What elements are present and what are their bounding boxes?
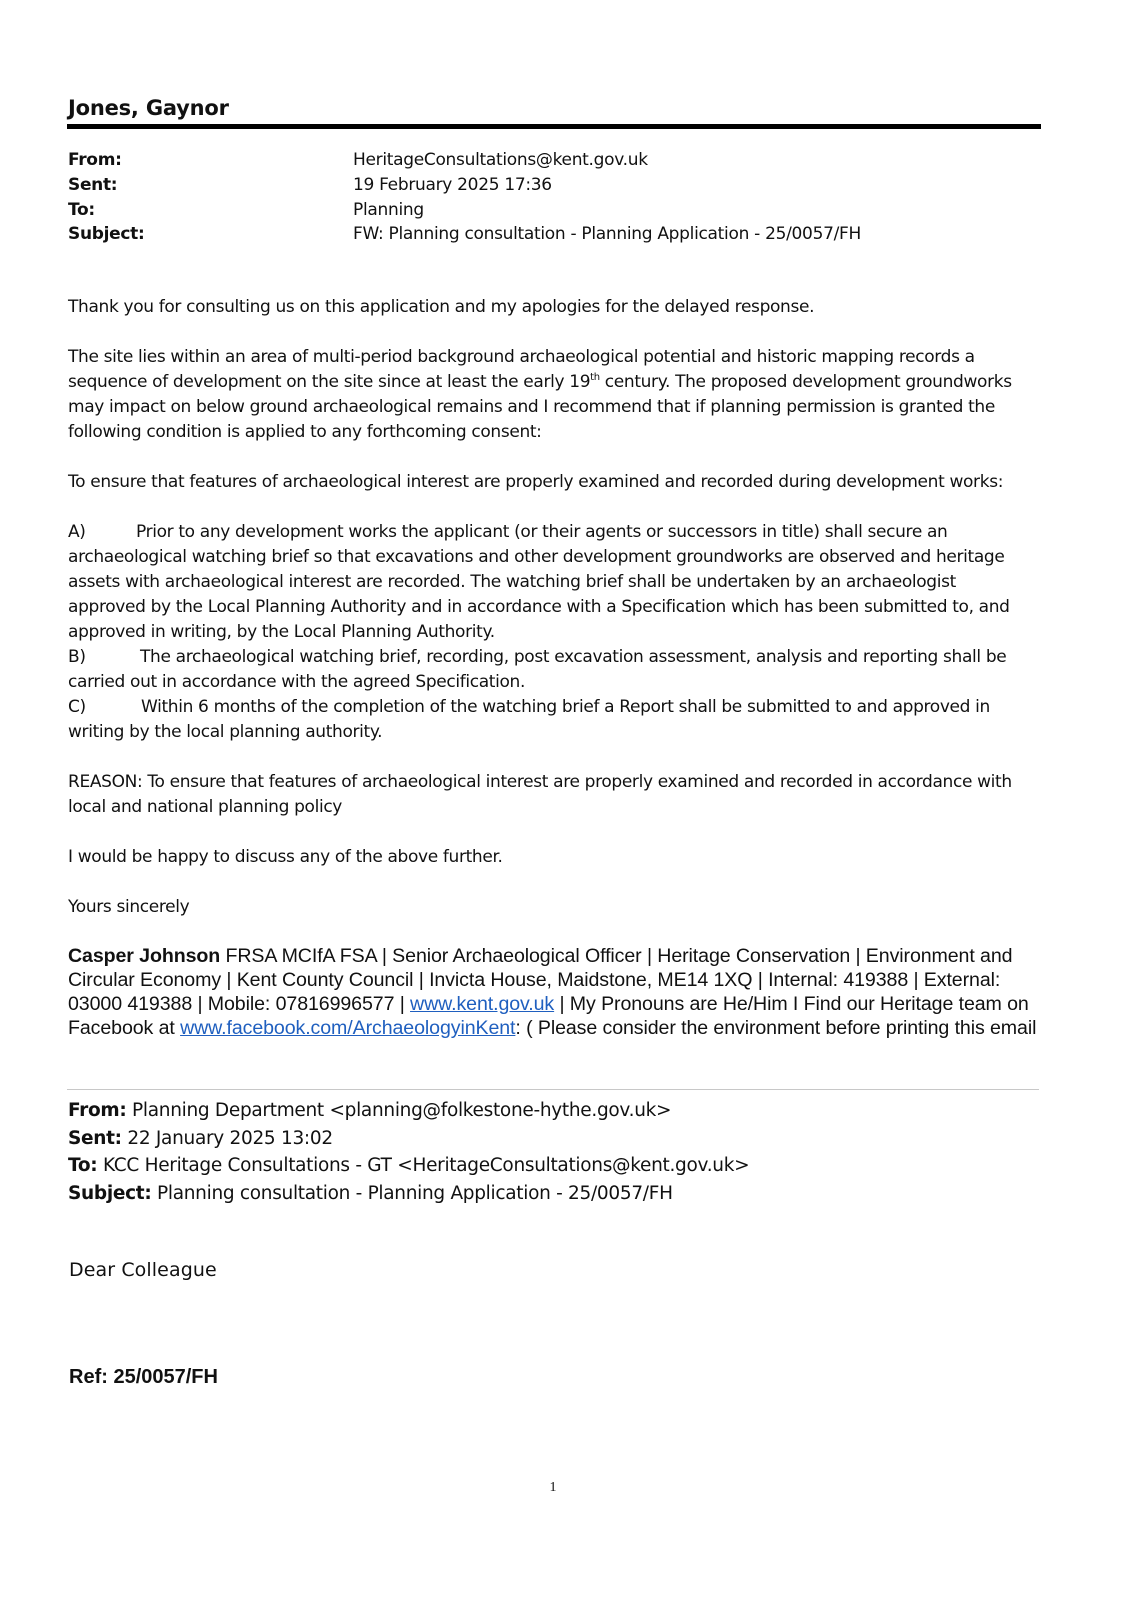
signature-details-3: : ( Please consider the environment before printing this email <box>515 1017 1037 1039</box>
original-message-divider <box>67 1089 1039 1090</box>
condition-b-letter: B) <box>68 647 86 667</box>
condition-b-text: The archaeological watching brief, recording, post excavation assessment, analysis and reporting shall be carried out in accordance with the agreed Specification. <box>68 647 1007 692</box>
original-greeting: Dear Colleague <box>69 1259 217 1281</box>
condition-a-letter: A) <box>68 522 86 542</box>
body-discuss: I would be happy to discuss any of the above further. <box>68 847 503 867</box>
body-intro: Thank you for consulting us on this application and my apologies for the delayed response. <box>68 297 815 317</box>
mailbox-owner-name: Jones, Gaynor <box>68 96 229 120</box>
body-reason: REASON: To ensure that features of archaeological interest are properly examined and recorded in accordance with local and national planning policy <box>68 772 1012 817</box>
body-closing: Yours sincerely <box>68 897 190 917</box>
original-to-value: KCC Heritage Consultations - GT <HeritageConsultations@kent.gov.uk> <box>97 1155 750 1176</box>
original-subject-label: Subject: <box>68 1182 152 1204</box>
page-number: 1 <box>549 1480 557 1495</box>
body-site-paragraph <box>68 345 1038 445</box>
original-sent-value: 22 January 2025 13:02 <box>121 1127 333 1149</box>
original-to-row <box>68 1152 749 1180</box>
condition-c-letter: C) <box>68 697 86 717</box>
condition-a-text: Prior to any development works the applicant (or their agents or successors in title) shall secure an archaeological watching brief so that excavations and other development groundworks are observed and heritage assets with archaeological interest are recorded. The watching brief shall be undertaken by an archaeologist approved by the Local Planning Authority and in accordance with a Specification which has been submitted to, and approved in writing, by the Local Planning Authority. <box>68 522 1010 642</box>
header-to-value: Planning <box>353 200 424 220</box>
original-to-label: To: <box>68 1155 98 1176</box>
email-signature <box>68 944 1043 1040</box>
facebook-link[interactable]: www.facebook.com/ArchaeologyinKent <box>180 1017 516 1039</box>
original-reference: Ref: 25/0057/FH <box>69 1366 218 1388</box>
header-sent-label: Sent: <box>68 175 118 195</box>
condition-c-text: Within 6 months of the completion of the watching brief a Report shall be submitted to and approved in writing by the local planning authority. <box>68 697 990 742</box>
header-divider-thick <box>67 124 1041 129</box>
original-subject-row <box>68 1180 749 1208</box>
header-sent-value: 19 February 2025 17:36 <box>353 175 552 195</box>
original-from-value: Planning Department <planning@folkestone-hythe.gov.uk> <box>126 1100 672 1121</box>
original-sent-label: Sent: <box>68 1127 122 1149</box>
signature-details-2: | My Pronouns are He/Him I Find our Heritage team on Facebook at <box>68 993 1029 1039</box>
site-paragraph-part1: The site lies within an area of multi-period background archaeological potential and historic mapping records a sequence of development on the site since at least the early 19 <box>68 347 975 392</box>
kent-website-link[interactable]: www.kent.gov.uk <box>410 993 555 1015</box>
header-from-value: HeritageConsultations@kent.gov.uk <box>353 150 648 170</box>
header-subject-label: Subject: <box>68 224 145 244</box>
header-from-label: From: <box>68 150 122 170</box>
signature-name: Casper Johnson <box>68 945 221 967</box>
condition-c <box>68 695 1038 745</box>
body-condition-intro: To ensure that features of archaeological interest are properly examined and recorded during development works: <box>68 472 1004 492</box>
original-from-label: From: <box>68 1100 127 1121</box>
site-paragraph-part2: century. The proposed development groundworks may impact on below ground archaeological remains and I recommend that if planning permission is granted the following condition is applied to any forthcoming consent: <box>68 372 1012 442</box>
original-sent-row <box>68 1125 749 1153</box>
original-subject-value: Planning consultation - Planning Application - 25/0057/FH <box>151 1182 673 1204</box>
condition-b <box>68 645 1038 695</box>
site-paragraph-superscript: th <box>590 372 600 383</box>
email-body <box>68 295 1038 920</box>
condition-a <box>68 520 1038 645</box>
original-message-header <box>68 1097 749 1207</box>
header-to-label: To: <box>68 200 95 220</box>
original-from-row <box>68 1097 749 1125</box>
signature-details-1: FRSA MCIfA FSA | Senior Archaeological Officer | Heritage Conservation | Environment and Circular Economy | Kent County Council | Invicta House, Maidstone, ME14 1XQ | Internal: 419388 | External: 03000 419388 | Mobile: 07816996577 | <box>68 945 1013 1015</box>
header-subject-value: FW: Planning consultation - Planning Application - 25/0057/FH <box>353 224 861 244</box>
